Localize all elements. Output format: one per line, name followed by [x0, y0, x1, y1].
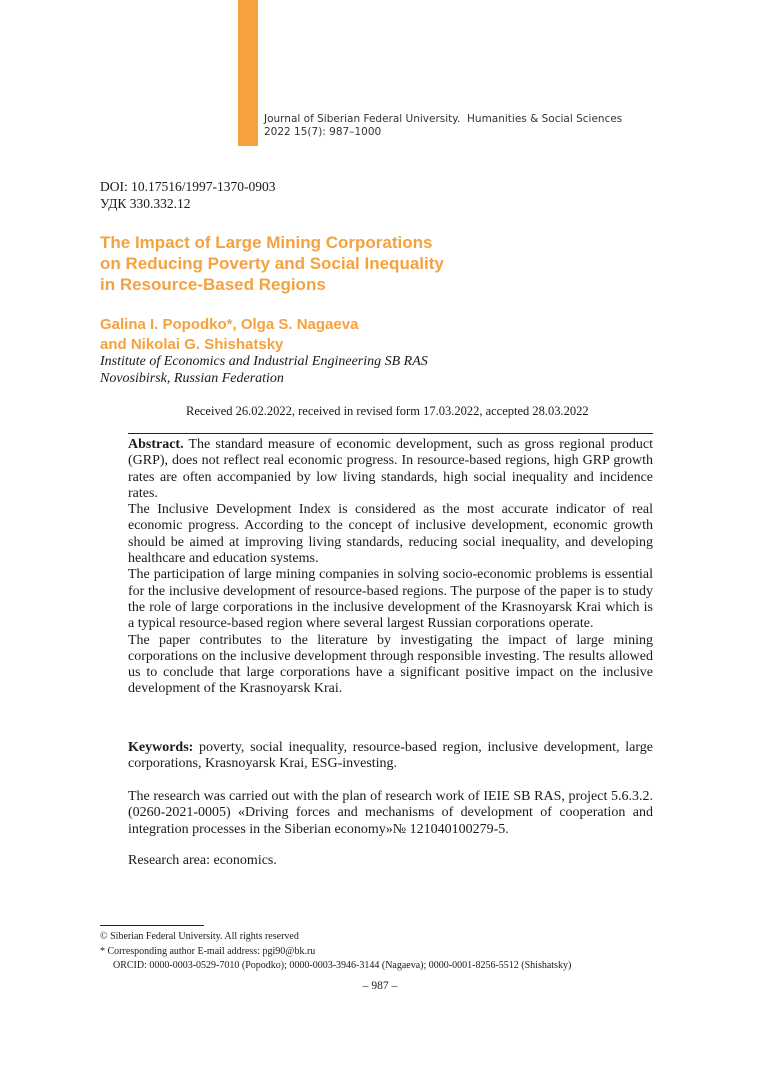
abstract-paragraph-1 [128, 437, 653, 502]
keywords-label: Keywords: [128, 740, 194, 755]
footnote-corresponding-author: * Corresponding author E-mail address: pgi90@bk.ru [100, 945, 316, 957]
journal-name: Journal of Siberian Federal University. Humanities & Social Sciences [264, 113, 623, 125]
authors-line-2: and Nikolai G. Shishatsky [100, 336, 284, 353]
keywords-text: poverty, social inequality, resource-based region, inclusive development, large corporations, Krasnoyarsk Krai, ESG-investing. [128, 740, 653, 772]
abstract-paragraph-3: The participation of large mining companies in solving socio-economic problems is essential for the inclusive development of resource-based regions. The purpose of the paper is to study the role of large corporations in the inclusive development of the Krasnoyarsk Krai which is a typical resource-based region where several largest Russian corporations operate. [128, 567, 653, 632]
title-line-1: The Impact of Large Mining Corporations [100, 233, 433, 252]
footnote-divider [100, 925, 204, 926]
abstract-divider [128, 433, 653, 434]
authors [100, 315, 358, 355]
title-line-2: on Reducing Poverty and Social Inequality [100, 254, 444, 273]
abstract-label: Abstract. [128, 437, 184, 452]
article-identifiers [100, 178, 276, 212]
abstract-paragraph-4: The paper contributes to the literature by investigating the impact of large mining corporations on the inclusive development through responsible investing. The results allowed us to conclude that large corporations have a significant positive impact on the inclusive development of the Krasnoyarsk Krai. [128, 632, 653, 697]
journal-accent-bar [238, 0, 258, 146]
article-title [100, 232, 520, 295]
research-funding-note: The research was carried out with the plan of research work of IEIE SB RAS, project 5.6.3.2. (0260-2021-0005) «Driving forces and mechanisms of development of cooperation and integration processes in the Siberian economy»№ 121040100279-5. [128, 789, 653, 837]
authors-line-1: Galina I. Popodko*, Olga S. Nagaeva [100, 316, 359, 333]
research-area: Research area: economics. [128, 853, 277, 868]
abstract-paragraph-2: The Inclusive Development Index is considered as the most accurate indicator of real economic progress. According to the concept of inclusive development, economic growth should be aimed at improving living standards, reducing social inequality, and developing healthcare and education systems. [128, 502, 653, 567]
keywords [128, 740, 653, 773]
abstract [128, 437, 653, 698]
received-dates: Received 26.02.2022, received in revised form 17.03.2022, accepted 28.03.2022 [186, 404, 589, 418]
affiliation-location: Novosibirsk, Russian Federation [100, 371, 284, 386]
journal-header [264, 113, 622, 139]
affiliation [100, 353, 428, 387]
footnotes [100, 930, 660, 974]
footnote-copyright: © Siberian Federal University. All rights reserved [100, 931, 299, 942]
abstract-text-1: The standard measure of economic development, such as gross regional product (GRP), does not reflect real economic progress. In resource-based regions, high GRP growth rates are often accompanied by low living standards, high social inequality and incidence rates. [128, 437, 653, 501]
page-number: – 987 – [362, 980, 398, 992]
doi: DOI: 10.17516/1997-1370-0903 [100, 179, 276, 194]
udk: УДК 330.332.12 [100, 196, 191, 211]
journal-issue: 2022 15(7): 987–1000 [264, 126, 382, 138]
title-line-3: in Resource-Based Regions [100, 275, 326, 294]
footnote-orcid: ORCID: 0000-0003-0529-7010 (Popodko); 0000-0003-3946-3144 (Nagaeva); 0000-0001-8256-5512 (Shishatsky) [113, 960, 572, 971]
affiliation-institute: Institute of Economics and Industrial Engineering SB RAS [100, 354, 428, 369]
